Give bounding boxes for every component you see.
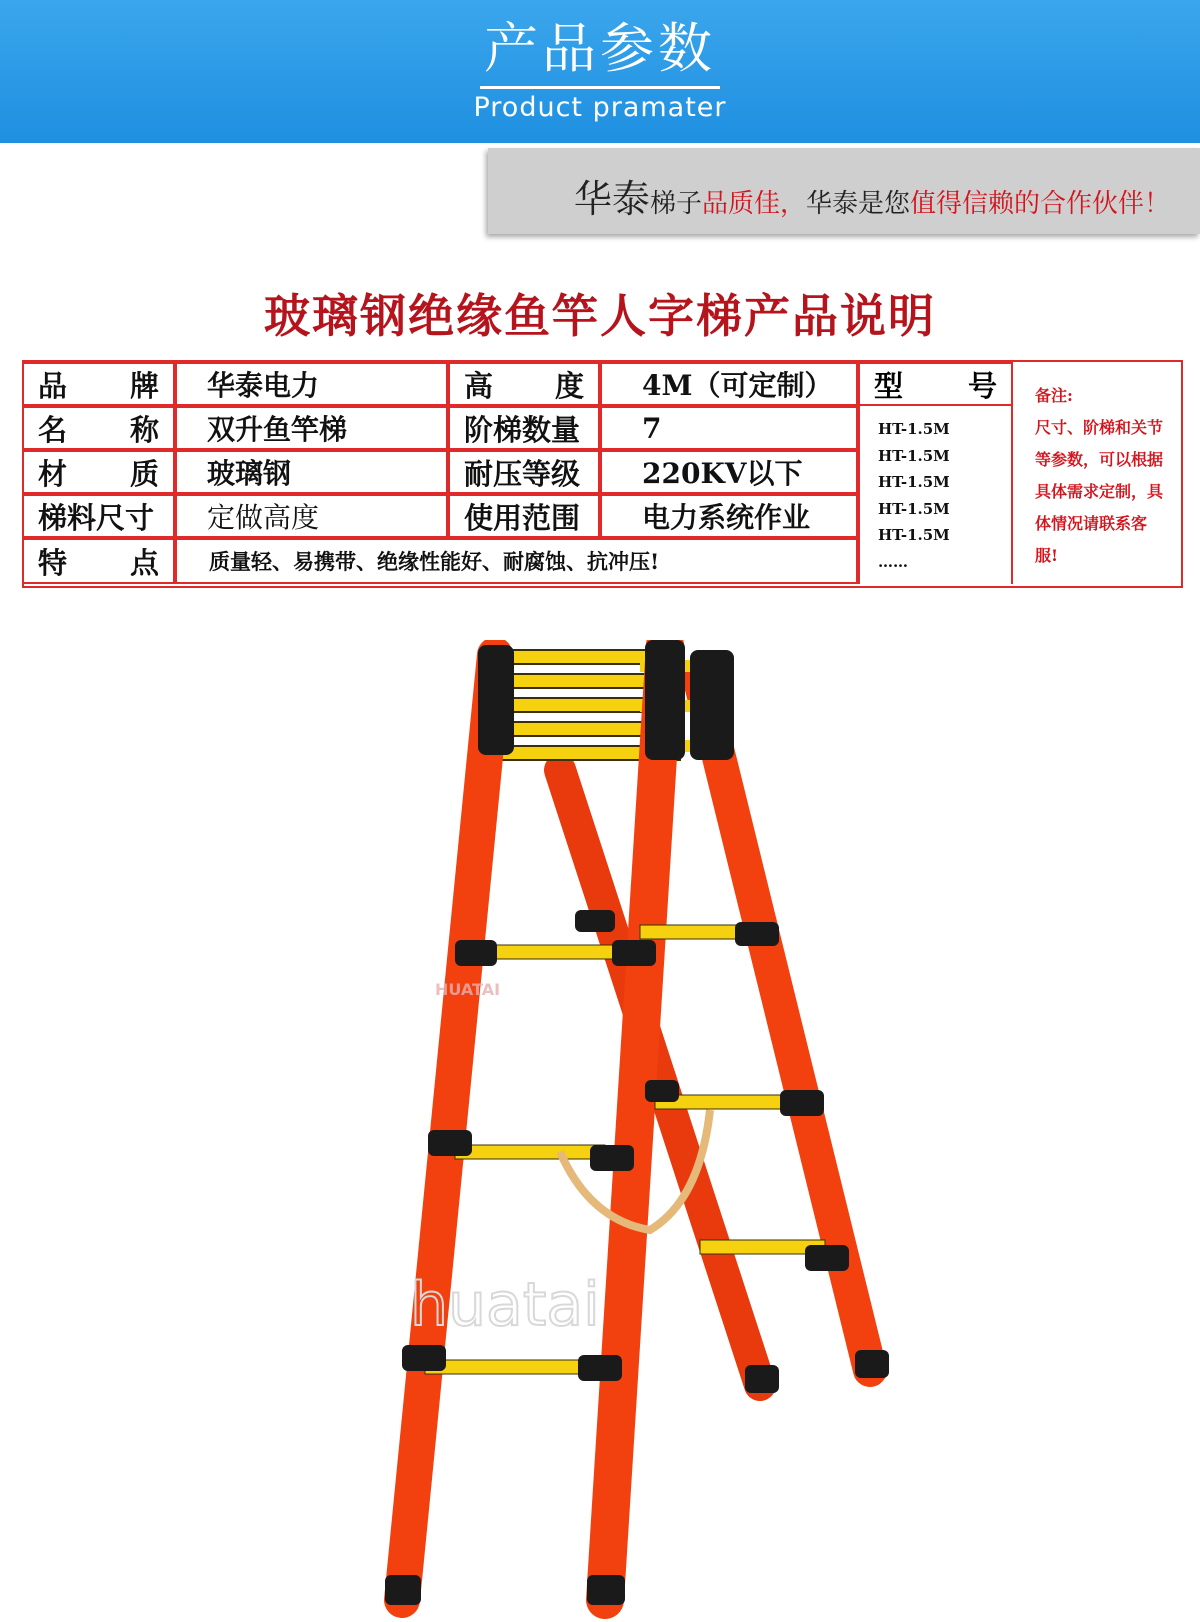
model-column (858, 406, 1013, 584)
size-label: 梯料尺寸 (22, 494, 175, 538)
brand-label: 品 牌 (22, 362, 175, 406)
feature-value: 质量轻、易携带、绝缘性能好、耐腐蚀、抗冲压! (175, 538, 858, 584)
banner-subtitle: Product pramater (473, 92, 727, 123)
slogan-bar (488, 148, 1200, 234)
header-banner (0, 0, 1200, 143)
ladder-front-legs (402, 645, 665, 1600)
voltage-label: 耐压等级 (448, 450, 600, 494)
steps-label: 阶梯数量 (448, 406, 600, 450)
height-label: 高 度 (448, 362, 600, 406)
model-item: HT-1.5M (878, 420, 950, 438)
model-item: HT-1.5M (878, 499, 950, 518)
material-label: 材 质 (22, 450, 175, 494)
material-value: 玻璃钢 (175, 450, 448, 494)
logo-watermark: HUATAI (435, 980, 501, 999)
usage-value: 电力系统作业 (600, 494, 858, 538)
height-value: 4M（可定制） (600, 362, 858, 406)
model-list (878, 416, 950, 575)
feature-label: 特 点 (22, 538, 175, 584)
name-value: 双升鱼竿梯 (175, 406, 448, 450)
slogan-text: 华泰梯子品质佳，华泰是您值得信赖的合作伙伴！ (573, 177, 1170, 221)
slogan-brand: 华泰 (573, 177, 650, 221)
model-item: HT-1.5M (878, 473, 950, 491)
steps-value: 7 (600, 406, 858, 450)
note-title: 备注: (1035, 386, 1073, 405)
watermark-text: huatai (410, 1270, 600, 1340)
size-value: 定做高度 (175, 494, 448, 538)
product-title: 玻璃钢绝缘鱼竿人字梯产品说明 (264, 289, 936, 343)
model-item: HT-1.5M (878, 526, 950, 544)
usage-label: 使用范围 (448, 494, 600, 538)
model-label: 型 号 (858, 362, 1013, 406)
ladder-photo (380, 640, 940, 1620)
name-label: 名 称 (22, 406, 175, 450)
note-body: 尺寸、阶梯和关节等参数，可以根据具体需求定制，具体情况请联系客服! (1035, 418, 1164, 565)
banner-title: 产品参数 (0, 22, 1200, 89)
note-box (1013, 362, 1179, 584)
model-item: HT-1.5M (878, 446, 950, 465)
model-item: …… (878, 552, 908, 571)
brand-value: 华泰电力 (175, 362, 448, 406)
voltage-value: 220KV以下 (600, 450, 858, 494)
